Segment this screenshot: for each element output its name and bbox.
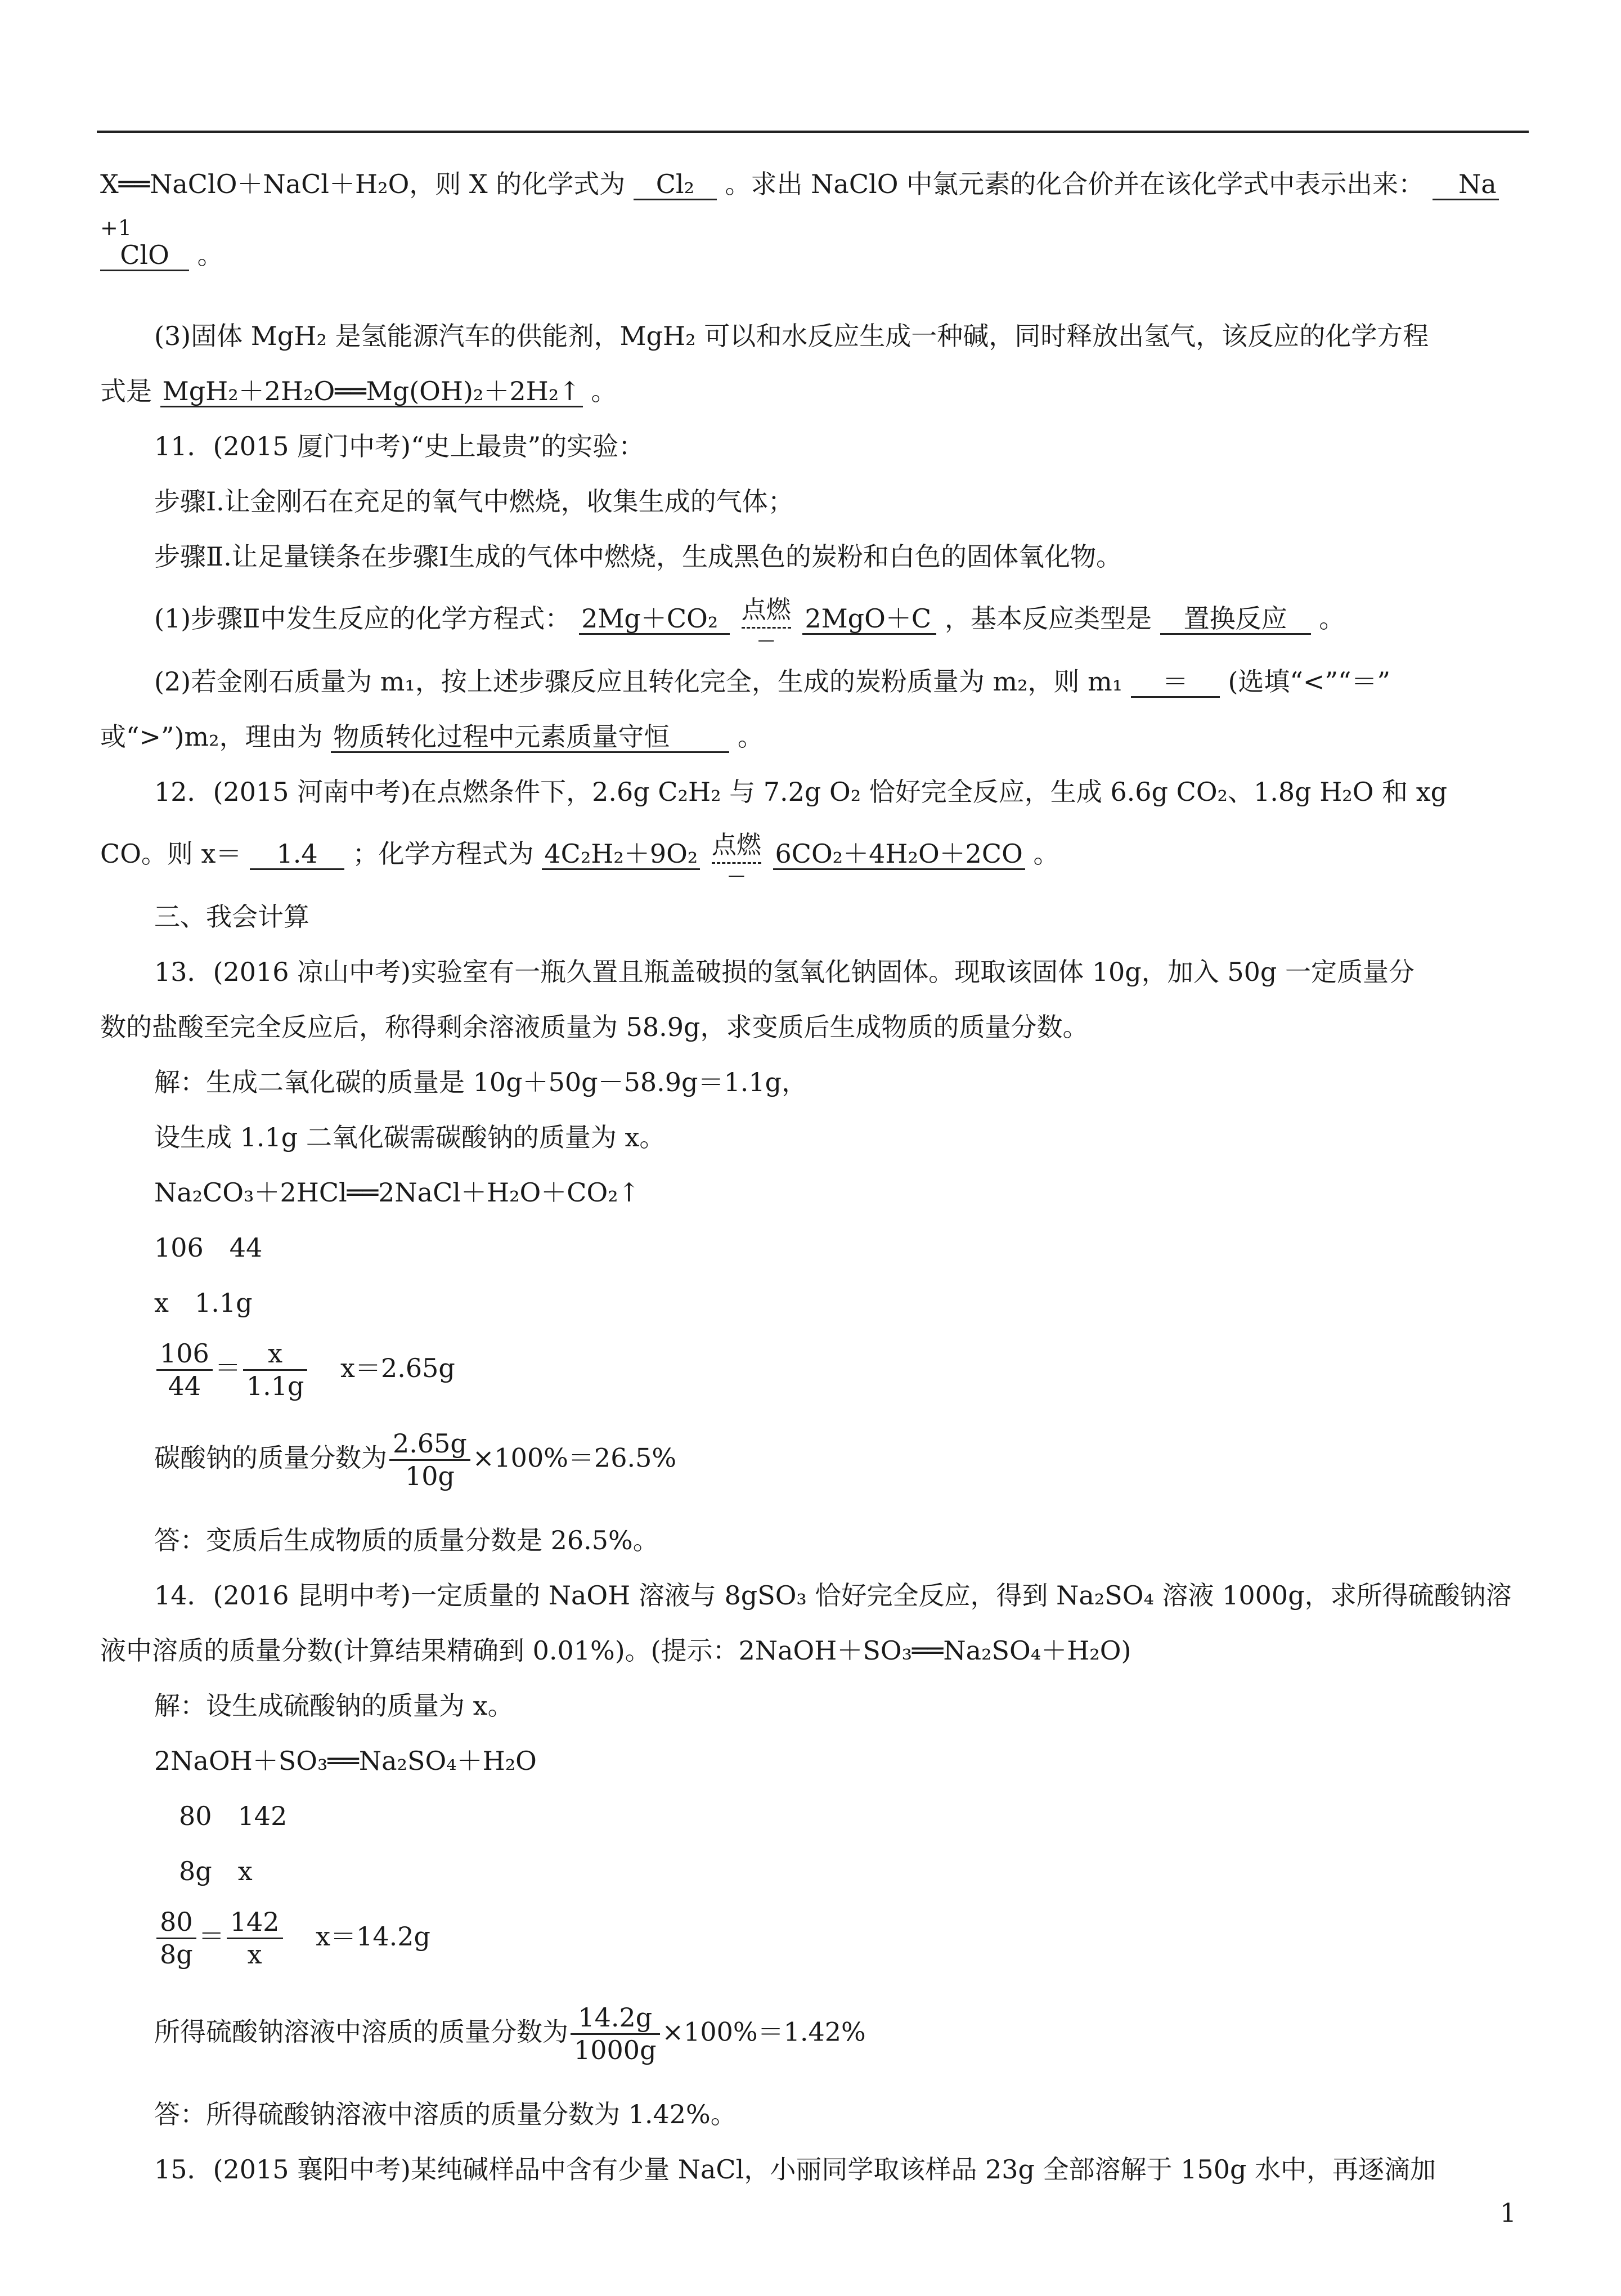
question-heading xyxy=(100,1568,1529,1623)
text-line xyxy=(100,529,1529,584)
line-text: 数的盐酸至完全反应后，称得剩余溶液质量为 58.9g，求变质后生成物质的质量分数。 xyxy=(100,1012,1089,1042)
text-line xyxy=(100,1275,1529,1330)
answer-blank: Cl₂ xyxy=(634,170,717,200)
line-text: 解：生成二氧化碳的质量是 10g＋50g－58.9g＝1.1g， xyxy=(154,1067,808,1097)
question-heading xyxy=(100,2142,1529,2197)
line-text: 8g x xyxy=(179,1856,253,1886)
equals-sign xyxy=(712,862,761,864)
question-heading xyxy=(100,419,1529,474)
valence-mark: +1 xyxy=(100,216,132,240)
denominator: 8g xyxy=(160,1939,193,1970)
proportion-line xyxy=(100,1899,1529,1991)
text-line xyxy=(100,308,1529,364)
answer-blank: 物质转化过程中元素质量守恒 xyxy=(331,723,729,753)
result-text: x＝2.65g xyxy=(340,1352,455,1383)
answer-blank: 6CO₂＋4H₂O＋2CO xyxy=(773,840,1025,870)
line-text: ×100%＝26.5% xyxy=(472,1442,677,1473)
line-text: 答：所得硫酸钠溶液中溶质的质量分数为 1.42%。 xyxy=(154,2099,737,2129)
line-text: 步骤Ⅱ.让足量镁条在步骤Ⅰ生成的气体中燃烧，生成黑色的炭粉和白色的固体氧化物。 xyxy=(154,541,1122,572)
text-line xyxy=(100,1678,1529,1733)
result-text: x＝14.2g xyxy=(316,1921,430,1952)
line-text: (1)步骤Ⅱ中发生反应的化学方程式： xyxy=(154,603,571,634)
line-text: 设生成 1.1g 二氧化碳需碳酸钠的质量为 x。 xyxy=(154,1122,666,1153)
line-text: 或“>”)m₂，理由为 xyxy=(100,721,323,752)
fraction xyxy=(156,1907,196,1970)
line-text: 。求出 NaClO 中氯元素的化合价并在该化学式中表示出来： xyxy=(725,169,1425,199)
section-heading xyxy=(100,889,1529,944)
text-line xyxy=(100,1623,1529,1678)
line-text: (选填“<”“＝” xyxy=(1228,666,1391,697)
line-text: 。 xyxy=(1319,603,1345,634)
denominator: 1000g xyxy=(574,2035,657,2066)
line-text: X══NaClO＋NaCl＋H₂O，则 X 的化学式为 xyxy=(100,169,626,199)
reaction-condition: 点燃 — xyxy=(741,595,791,650)
numerator: 14.2g xyxy=(571,2002,660,2035)
numerator: x xyxy=(243,1338,308,1371)
question-heading xyxy=(100,764,1529,819)
text-line xyxy=(100,999,1529,1055)
text-line xyxy=(100,1513,1529,1568)
line-text: 14．(2016 昆明中考)一定质量的 NaOH 溶液与 8gSO₃ 恰好完全反应，得到 Na₂SO₄ 溶液 1000g，求所得硫酸钠溶 xyxy=(154,1580,1512,1611)
document-body xyxy=(100,156,1529,2197)
line-text: CO。则 x＝ xyxy=(100,838,242,869)
fraction xyxy=(156,1338,213,1402)
text-line xyxy=(100,2087,1529,2142)
line-text: 解：设生成硫酸钠的质量为 x。 xyxy=(154,1690,514,1721)
denominator: 44 xyxy=(168,1371,201,1402)
text-line xyxy=(100,584,1529,654)
line-text: ×100%＝1.42% xyxy=(662,2016,866,2047)
answer-blank: Na xyxy=(1433,170,1499,200)
text-line xyxy=(100,1788,1529,1844)
line-text: (3)固体 MgH₂ 是氢能源汽车的供能剂，MgH₂ 可以和水反应生成一种碱，同时释放出氢气，该反应的化学方程 xyxy=(154,321,1429,351)
answer-blank: 2Mg＋CO₂ xyxy=(579,604,730,635)
line-text: 。 xyxy=(1033,838,1059,869)
text-line xyxy=(100,709,1529,764)
line-text: 13．(2016 凉山中考)实验室有一瓶久置且瓶盖破损的氢氧化钠固体。现取该固体 10g，加入 50g 一定质量分 xyxy=(154,957,1415,987)
line-text: (2)若金刚石质量为 m₁，按上述步骤反应且转化完全，生成的炭粉质量为 m₂，则 m₁ xyxy=(154,666,1123,697)
answer-blank: 2MgO＋C xyxy=(802,604,936,635)
line-text: 2NaOH＋SO₃══Na₂SO₄＋H₂O xyxy=(154,1746,537,1776)
line-text: 。 xyxy=(737,721,764,752)
answer-blank: 置换反应 xyxy=(1160,604,1311,635)
fraction xyxy=(227,1907,283,1970)
numerator: 142 xyxy=(227,1907,283,1939)
line-text: 。 xyxy=(197,240,223,270)
equation-line xyxy=(100,1165,1529,1220)
text-line xyxy=(100,156,1529,212)
answer-blank: ClO xyxy=(100,241,189,271)
line-text: 步骤Ⅰ.让金刚石在充足的氧气中燃烧，收集生成的气体； xyxy=(154,486,794,517)
text-line xyxy=(100,212,1529,308)
line-text: 15．(2015 襄阳中考)某纯碱样品中含有少量 NaCl，小丽同学取该样品 23g 全部溶解于 150g 水中，再逐滴加 xyxy=(154,2154,1436,2185)
denominator: 1.1g xyxy=(246,1371,304,1402)
line-text: Na₂CO₃＋2HCl══2NaCl＋H₂O＋CO₂↑ xyxy=(154,1177,640,1208)
line-text: 答：变质后生成物质的质量分数是 26.5%。 xyxy=(154,1525,659,1555)
answer-blank: ＝ xyxy=(1131,667,1220,698)
text-line xyxy=(100,1220,1529,1275)
text-line xyxy=(100,1991,1529,2087)
denominator: x xyxy=(247,1939,262,1970)
text-line xyxy=(100,654,1529,709)
answer-blank: MgH₂＋2H₂O══Mg(OH)₂＋2H₂↑ xyxy=(160,377,583,407)
line-text: 式是 xyxy=(100,376,152,406)
line-text: 所得硫酸钠溶液中溶质的质量分数为 xyxy=(154,2016,568,2047)
line-text: 三、我会计算 xyxy=(154,902,309,932)
text-line xyxy=(100,474,1529,529)
line-text: 106 44 xyxy=(154,1232,263,1263)
line-text: x 1.1g xyxy=(154,1288,253,1318)
reaction-condition: 点燃 — xyxy=(711,831,761,885)
text-line xyxy=(100,819,1529,889)
fraction xyxy=(243,1338,308,1402)
numerator: 106 xyxy=(156,1338,213,1371)
text-line xyxy=(100,1844,1529,1899)
text-line xyxy=(100,1110,1529,1165)
equation-line xyxy=(100,1733,1529,1788)
condition-label: 点燃 xyxy=(741,595,791,625)
equals-sign: ＝ xyxy=(214,1352,241,1383)
line-text: 11．(2015 厦门中考)“史上最贵”的实验： xyxy=(154,431,645,461)
numerator: 2.65g xyxy=(389,1428,470,1461)
line-text: 80 142 xyxy=(179,1801,288,1831)
text-line xyxy=(100,1055,1529,1110)
text-line xyxy=(100,364,1529,419)
answer-blank: 4C₂H₂＋9O₂ xyxy=(542,840,700,870)
question-heading xyxy=(100,944,1529,999)
numerator: 80 xyxy=(156,1907,196,1939)
equals-sign: ＝ xyxy=(198,1921,224,1952)
line-text: 12．(2015 河南中考)在点燃条件下，2.6g C₂H₂ 与 7.2g O₂ 恰好完全反应，生成 6.6g CO₂、1.8g H₂O 和 xg xyxy=(154,777,1448,807)
proportion-line xyxy=(100,1330,1529,1423)
line-text: 碳酸钠的质量分数为 xyxy=(154,1442,387,1473)
line-text: 。 xyxy=(591,376,617,406)
header-rule xyxy=(97,131,1529,133)
line-text: ，基本反应类型是 xyxy=(944,603,1152,634)
answer-blank: 1.4 xyxy=(250,840,344,870)
fraction xyxy=(571,2002,660,2066)
page-number: 1 xyxy=(1499,2198,1516,2228)
valence-formula xyxy=(100,216,189,282)
line-text: 液中溶质的质量分数(计算结果精确到 0.01%)。(提示：2NaOH＋SO₃══Na₂SO₄＋H₂O) xyxy=(100,1635,1131,1666)
condition-label: 点燃 xyxy=(711,831,761,860)
line-text: ；化学方程式为 xyxy=(352,838,534,869)
text-line xyxy=(100,1423,1529,1513)
denominator: 10g xyxy=(405,1461,455,1492)
fraction xyxy=(389,1428,470,1492)
equals-sign xyxy=(742,627,791,629)
